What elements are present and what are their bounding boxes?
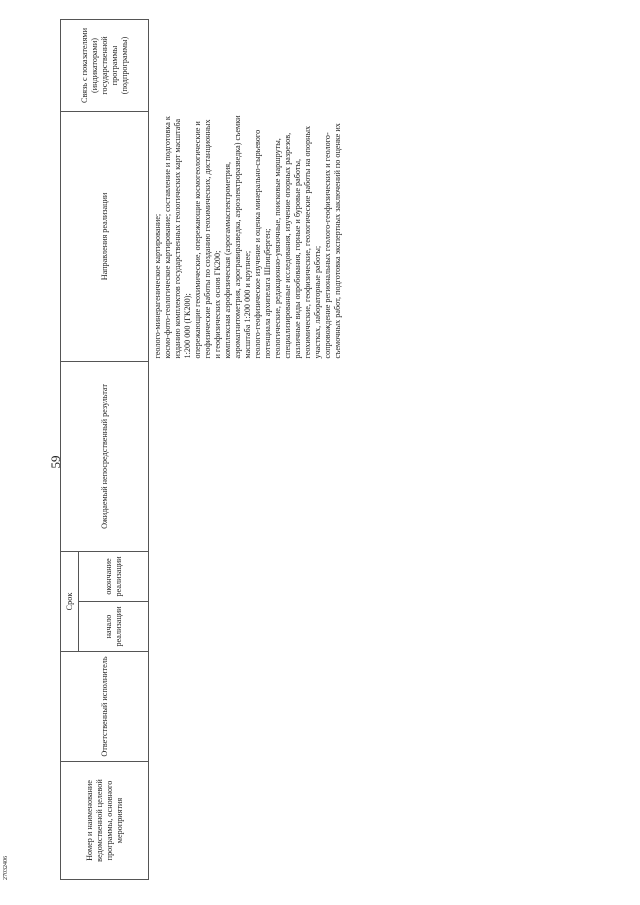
cell-term-end bbox=[149, 551, 348, 601]
header-executor: Ответственный исполнитель bbox=[61, 652, 149, 762]
header-term-end: окончание реализации bbox=[79, 551, 149, 601]
cell-indicator-link bbox=[149, 19, 348, 111]
document-id: 27032406 bbox=[3, 856, 9, 880]
header-term-start: начало реализации bbox=[79, 602, 149, 652]
cell-program-name bbox=[149, 762, 348, 880]
cell-term-start bbox=[149, 602, 348, 652]
program-table bbox=[60, 19, 347, 880]
page-number: 59 bbox=[48, 455, 63, 469]
cell-executor bbox=[149, 652, 348, 762]
header-program-name: Номер и наименование ведомственной целевой программы, основного мероприятия bbox=[61, 762, 149, 880]
header-result: Ожидаемый непосредственный результат bbox=[61, 361, 149, 551]
cell-directions: геолого-минерагеническое картирование; космо-фото-геологическое картирование; составление и подготовка к изданию комплектов государственных геологических карт масштаба 1:200 000 (ГК200); опережающие геохимические, опережающие космогеологические и геофизические работы по созданию геохимических, дистанционных и геофизических основ ГК200; комплексная аэрофизическая (аэрогаммаспектрометрия, аэромагнитометрия, аэрогравиразведка, аэроэлектроразведка) съемки масштаба 1:200 000 и крупнее; геолого-геофизическое изучение и оценка минерально-сырьевого потенциала архипелага Шпицберген; геологические, редакционно-увязочные, поисковые маршруты, специализированные исследования, изучение опорных разрезов, различные виды опробования, горные и буровые работы, геохимические, геофизические, геологические работы на опорных участках, лабораторные работы; сопровождение региональных геолого-геофизических и геолого-съемочных работ, подготовка экспертных заключений по оценке их bbox=[153, 115, 342, 359]
header-indicator-link: Связь с показателями (индикаторами) государственной программы (подпрограммы) bbox=[61, 19, 149, 111]
header-directions: Направления реализации bbox=[61, 111, 149, 361]
rotated-table-container bbox=[60, 20, 580, 880]
header-term: Срок bbox=[61, 551, 79, 651]
cell-result bbox=[149, 361, 348, 551]
table-row bbox=[149, 19, 348, 879]
